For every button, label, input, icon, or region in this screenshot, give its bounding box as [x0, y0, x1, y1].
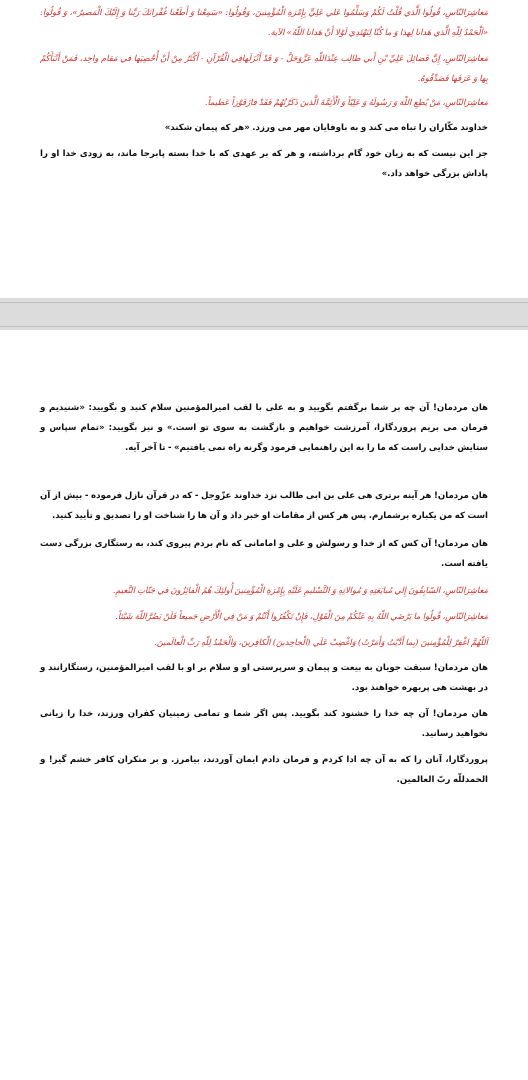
- document-page-2: [0, 330, 528, 1080]
- arabic-paragraph: اَللّهُمَّ اغْفِرْ لِلْمُؤْمِنينَ (بِما أَدَّيْتُ وَأَمَرْتُ) وَاغْضِبْ عَلَي (الْجاحِدينَ) الْكافِرينَ، وَالْحَمْدُ لِلّهِ رَبِّ الْعالَمينَ.: [154, 637, 488, 647]
- page-divider: [0, 326, 528, 327]
- arabic-paragraph: مَعاشِرَالنّاسِ، السّابِقُونَ إِلي مُبايَعَتِهِ وَ مُوالاتِهِ وَ التَّسْليمِ عَلَيْهِ بِإِمْرَةِ الْمُؤْمِنينَ أُولئِكَ هُمُ الْفائِزُونَ في جَنّاتِ النَّعيمِ.: [112, 585, 488, 595]
- arabic-paragraph: مَعاشِرَالنّاسِ، قُولُوا ما يَرْضَي اللّهُ بِهِ عَنْكُمْ مِنَ الْقَوْلِ، فَإِنْ تَكْفُرُوا أَنْتُمْ وَ مَنْ فِي الْأَرْضِ جَميعاً فَلَنْ يَضُرَّاللّهَ شَيْئاً.: [115, 611, 488, 621]
- persian-paragraph: جز این نیست که به زیان خود گام برداشته، و هر که بر عهدی که با خدا بسته پابرجا ماند، به زودی خدا او را پاداش بزرگی خواهد داد.»: [40, 149, 488, 179]
- persian-paragraph: خداوند مکّاران را تباه می کند و به باوفایان مهر می ورزد. «هر که پیمان شکند»: [164, 123, 488, 133]
- persian-paragraph: هان مردمان! آن چه خدا را خشنود کند بگویید. پس اگر شما و تمامی زمینیان کفران ورزند، خدا را زیانی نخواهید رسانید.: [40, 709, 488, 739]
- arabic-paragraph: مَعاشِرَالنّاسِ، قُولُوا الَّذي قُلْتُ لَكُمْ وَسَلِّمُوا عَلي عَلِيٍّ بِإِمْرَةِ الْمُؤْمِنينَ، وَقُولُوا: «سَمِعْنا وَ أَطَعْنا غُفْرانَكَ رَبَّنا وَ إِلَيْكَ الْمَصيرُ»، وَ قُولُوا: «اَلْحَمْدُ لِلّهِ الَّذي هَدانا لِهذا وَ ما كُنّا لِنَهْتَدِيَ لَوْلا أَنْ هَدانا اللّهُ» الآية.: [40, 7, 488, 37]
- arabic-paragraph: مَعاشِرَالنّاسِ، إِنَّ فَضائِلَ عَلِيِّ بْنِ أَبي طالِب عِنْدَاللّهِ عَزَّوَجَلَّ - وَ قَدْ أَنْزَلَهافِي الْقُرْآنِ - أَكْثَرُ مِنْ أَنْ أُحْصِيَها في مَقام واحِد، فَمَنْ أَنْبَأَكُمْ بِها وَ عَرَفَها فَصَدِّقُوهُ.: [40, 53, 488, 83]
- persian-paragraph: هان مردمان! آن کس که از خدا و رسولش و علی و امامانی که نام بردم پیروی کند، به رستگاری بزرگی دست یافته است.: [40, 539, 488, 569]
- page-divider: [0, 302, 528, 303]
- arabic-paragraph: مَعاشِرَالنّاسِ، مَنْ يُطِعِ اللّهَ وَ رَسُولَهُ وَ عَلِيّاً وَ الْأَئِمَّةَ الَّذينَ ذَكَرْتُهُمْ فَقَدْ فازَفَوْزاً عَظيماً.: [204, 97, 488, 107]
- persian-paragraph: هان مردمان! هر آینه برتری هی علی بن ابی طالب نزد خداوند عزّوجل - که در قرآن نازل فرموده - بیش از آن است که من یکباره برشمارم. پس هر کس از مقامات او خبر داد و آن ها را شناخت او را تصدیق و تأیید کنید.: [40, 491, 488, 521]
- persian-paragraph: هان مردمان! آن چه بر شما برگفتم بگویید و به علی با لقب امیرالمؤمنین سلام کنید و بگویید: «شنیدیم و فرمان می بریم پروردگارا، آمرزشت خواهیم و بازگشت به سوی تو است.» و نیز بگویید: «تمام سپاس و ستایش خدایی راست که ما را به این راهنمایی فرمود وگرنه راه نمی یافتیم» - تا آخر آیه.: [40, 403, 488, 453]
- persian-paragraph: هان مردمان! سبقت جویان به بیعت و پیمان و سرپرستی او و سلام بر او با لقب امیرالمؤمنین، رستگارانند و در بهشت هی پربهره خواهند بود.: [40, 663, 488, 693]
- document-page-1: [0, 0, 528, 298]
- persian-paragraph: پروردگارا، آنان را که به آن چه ادا کردم و فرمان دادم ایمان آوردند، بیامرز. و بر منکران کافر خشم گیر! و الحمدللّه ربّ العالمین.: [40, 755, 488, 785]
